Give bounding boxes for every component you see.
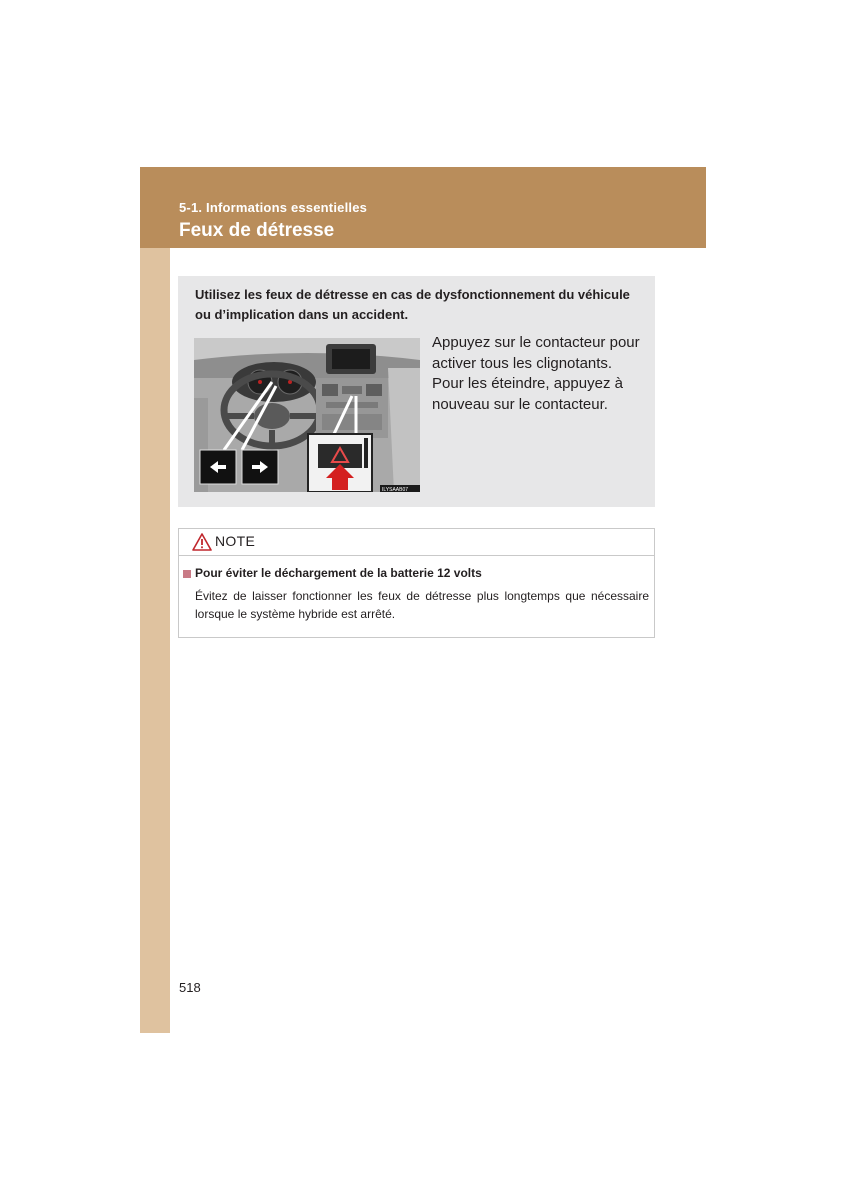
warning-icon (192, 533, 212, 556)
page-number: 518 (179, 980, 201, 995)
instruction-text: Appuyez sur le contacteur pour activer tous les clignotants. Pour les éteindre, appuyez à nouveau sur le contacteur. (432, 334, 640, 413)
dashboard-illustration (194, 338, 420, 492)
figure-code: ILYSAAB07 (382, 487, 409, 492)
note-bullet (183, 570, 191, 578)
note-subheading: Pour éviter le déchargement de la batterie 12 volts (195, 566, 482, 580)
note-box (178, 528, 655, 638)
page-title: Feux de détresse (179, 220, 335, 241)
side-strip (140, 167, 170, 1033)
note-body: Évitez de laisser fonctionner les feux de détresse plus longtemps que nécessaire lorsque le système hybride est arrêté. (195, 589, 649, 621)
intro-text: Utilisez les feux de détresse en cas de dysfonctionnement du véhicule ou d’implication dans un accident. (195, 287, 630, 322)
section-label: 5-1. Informations essentielles (179, 200, 368, 215)
note-label: NOTE (215, 533, 256, 549)
note-header (179, 529, 654, 556)
